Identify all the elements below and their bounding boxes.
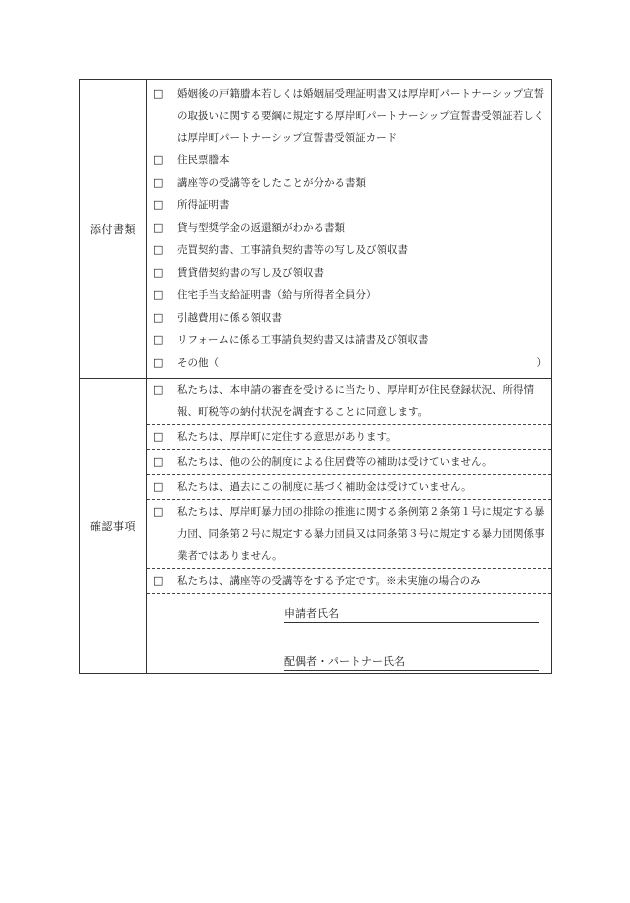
attachment-item [153,149,547,172]
spouse-name-label: 配偶者・パートナー氏名 [284,655,405,668]
attachment-item-label: 所得証明書 [177,199,230,211]
checkbox[interactable]: □ [153,355,164,369]
checkbox[interactable]: □ [153,243,164,256]
checkbox[interactable]: □ [153,220,164,234]
attachment-item-other [153,352,547,375]
confirmation-item [147,450,551,475]
attachment-item-label: 賃貸借契約書の写し及び領収書 [177,266,324,279]
other-label: その他（ [177,356,219,369]
attachments-label: 添付書類 [80,80,147,378]
attachment-item-label: リフォームに係る工事請負契約書又は請書及び領収書 [177,334,429,346]
attachment-item [153,217,547,240]
attachment-item-label: 住宅手当支給証明書（給与所得者全員分） [177,289,377,301]
checkbox[interactable]: □ [153,87,164,100]
checkbox[interactable]: □ [153,505,164,518]
confirmations-label: 確認事項 [80,378,147,674]
checkbox[interactable]: □ [153,455,164,468]
checkbox[interactable]: □ [153,175,164,189]
attachment-item-label: 引越費用に係る領収書 [177,311,282,324]
confirmations-row [80,378,551,674]
confirmation-item [147,500,551,569]
other-close: ） [536,356,547,369]
attachment-item [153,239,547,262]
attachment-item-label: 住民票謄本 [177,154,230,166]
confirmation-item [147,378,551,425]
checkbox[interactable]: □ [153,480,164,493]
checkbox[interactable]: □ [153,198,164,211]
checkbox[interactable]: □ [153,383,164,396]
attachment-item [153,83,547,149]
attachment-item-label: 売買契約書、工事請負契約書等の写し及び領収書 [177,244,408,256]
confirmation-item-label: 私たちは、講座等の受講等をする予定です。※未実施の場合のみ [177,575,481,587]
confirmation-item-label: 私たちは、本申請の審査を受けるに当たり、厚岸町が住民登録状況、所得情報、町税等の納付状況を調査することに同意します。 [177,384,534,418]
confirmation-item [147,425,551,450]
attachments-row [80,80,551,379]
attachment-item [153,284,547,307]
applicant-signature-field[interactable] [284,605,539,623]
confirmation-item [147,569,551,594]
attachments-list [147,80,551,378]
attachment-item [153,172,547,195]
checkbox[interactable]: □ [153,574,164,587]
attachment-item [153,194,547,217]
checkbox[interactable]: □ [153,288,164,301]
attachment-item [153,307,547,330]
spouse-signature-field[interactable] [284,653,539,671]
checkbox[interactable]: □ [153,265,164,279]
checkbox[interactable]: □ [153,310,164,324]
attachment-item [153,329,547,352]
attachment-item-label: 婚姻後の戸籍謄本若しくは婚姻届受理証明書又は厚岸町パートナーシップ宣誓の取扱いに関する要綱に規定する厚岸町パートナーシップ宣誓書受領証若しくは厚岸町パートナーシップ宣誓書受領証カード [177,88,545,144]
confirmation-item-label: 私たちは、過去にこの制度に基づく補助金は受けていません。 [177,481,472,493]
checkbox[interactable]: □ [153,153,164,166]
attachment-item-label: 貸与型奨学金の返還額がわかる書類 [177,221,345,234]
attachment-item [153,262,547,285]
application-form-table [79,79,552,674]
applicant-name-label: 申請者氏名 [284,607,339,620]
confirmation-item-label: 私たちは、他の公的制度による住居費等の補助は受けていません。 [177,456,493,468]
confirmations-list [147,378,551,674]
confirmation-item [147,475,551,500]
attachment-item-label: 講座等の受講等をしたことが分かる書類 [177,176,366,189]
checkbox[interactable]: □ [153,430,164,443]
checkbox[interactable]: □ [153,333,164,346]
confirmation-item-label: 私たちは、厚岸町に定住する意思があります。 [177,431,397,443]
confirmation-item-label: 私たちは、厚岸町暴力団の排除の推進に関する条例第２条第１号に規定する暴力団、同条第２号に規定する暴力団員又は同条第３号に規定する暴力団関係事業者ではありません。 [177,506,545,562]
